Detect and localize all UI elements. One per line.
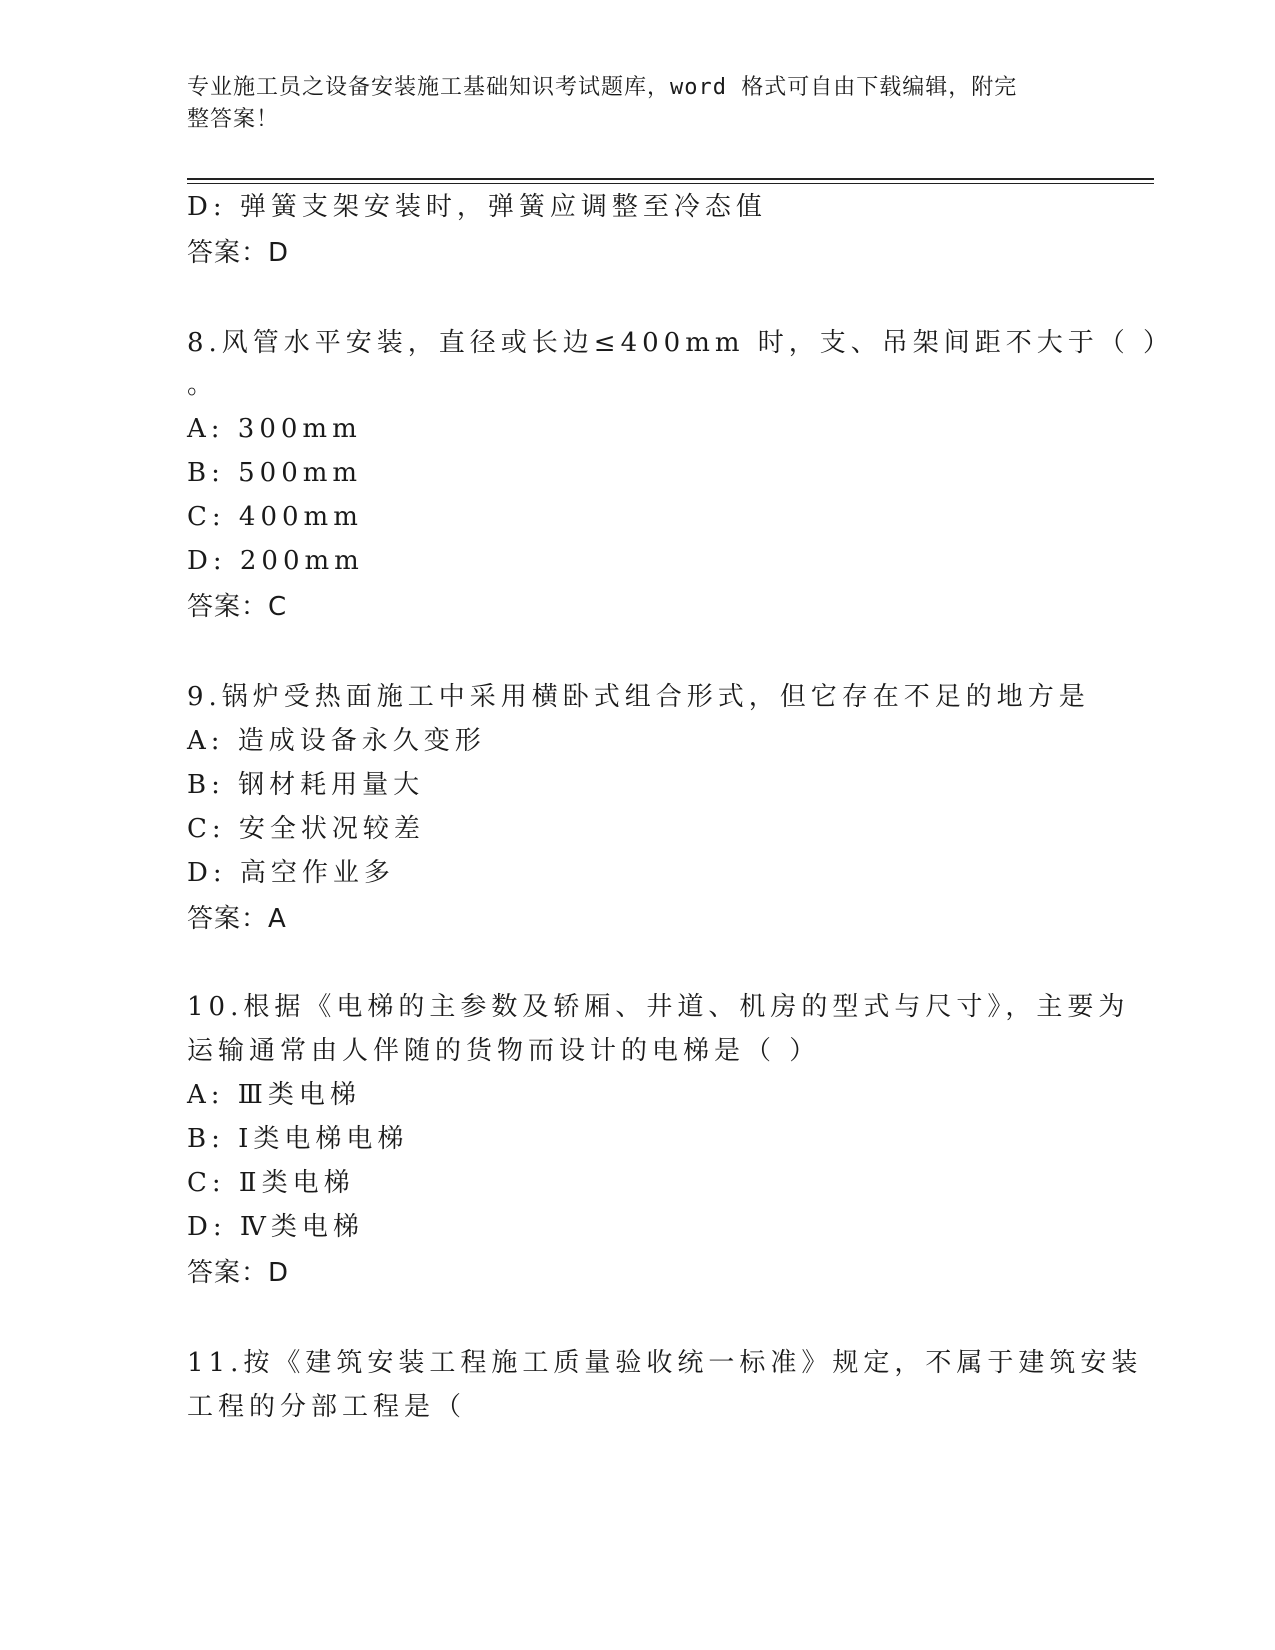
q8-option-a: A: 300mm <box>187 414 362 444</box>
q10-option-b: B: Ⅰ类电梯电梯 <box>187 1124 409 1154</box>
q7-answer: 答案：D <box>187 238 290 268</box>
q8-option-d: D: 200mm <box>187 546 364 576</box>
q8-answer: 答案：C <box>187 592 288 622</box>
q10-stem-line-2: 运输通常由人伴随的货物而设计的电梯是（ ） <box>187 1036 821 1066</box>
q9-answer: 答案：A <box>187 904 287 934</box>
q10-option-d: D: Ⅳ类电梯 <box>187 1212 364 1242</box>
header-line-1: 专业施工员之设备安装施工基础知识考试题库，word 格式可自由下载编辑，附完 <box>187 75 1018 100</box>
q10-stem-line-1: 10.根据《电梯的主参数及轿厢、井道、机房的型式与尺寸》，主要为 <box>187 992 1130 1022</box>
header-line-2: 整答案！ <box>187 107 280 132</box>
q10-option-a: A: Ⅲ类电梯 <box>187 1080 361 1110</box>
q8-option-b: B: 500mm <box>187 458 363 488</box>
header-divider-thick <box>187 178 1154 180</box>
q11-stem-line-2: 工程的分部工程是（ <box>187 1392 467 1422</box>
q10-option-c: C: Ⅱ类电梯 <box>187 1168 355 1198</box>
q8-option-c: C: 400mm <box>187 502 363 532</box>
q9-stem-line-1: 9.锅炉受热面施工中采用横卧式组合形式，但它存在不足的地方是 <box>187 682 1090 712</box>
document-header <box>187 72 1067 136</box>
q8-stem-line-1: 8.风管水平安装，直径或长边≤400mm 时，支、吊架间距不大于（ ） <box>187 328 1175 358</box>
q11-stem-line-1: 11.按《建筑安装工程施工质量验收统一标准》规定，不属于建筑安装 <box>187 1348 1143 1378</box>
q9-option-a: A: 造成设备永久变形 <box>187 726 486 756</box>
q10-answer: 答案：D <box>187 1258 290 1288</box>
q9-option-c: C: 安全状况较差 <box>187 814 425 844</box>
q7-option-d: D: 弹簧支架安装时，弹簧应调整至冷态值 <box>187 192 767 222</box>
q9-option-d: D: 高空作业多 <box>187 858 395 888</box>
q8-stem-line-2: 。 <box>187 370 219 400</box>
q9-option-b: B: 钢材耗用量大 <box>187 770 425 800</box>
header-divider-thin <box>187 183 1154 184</box>
